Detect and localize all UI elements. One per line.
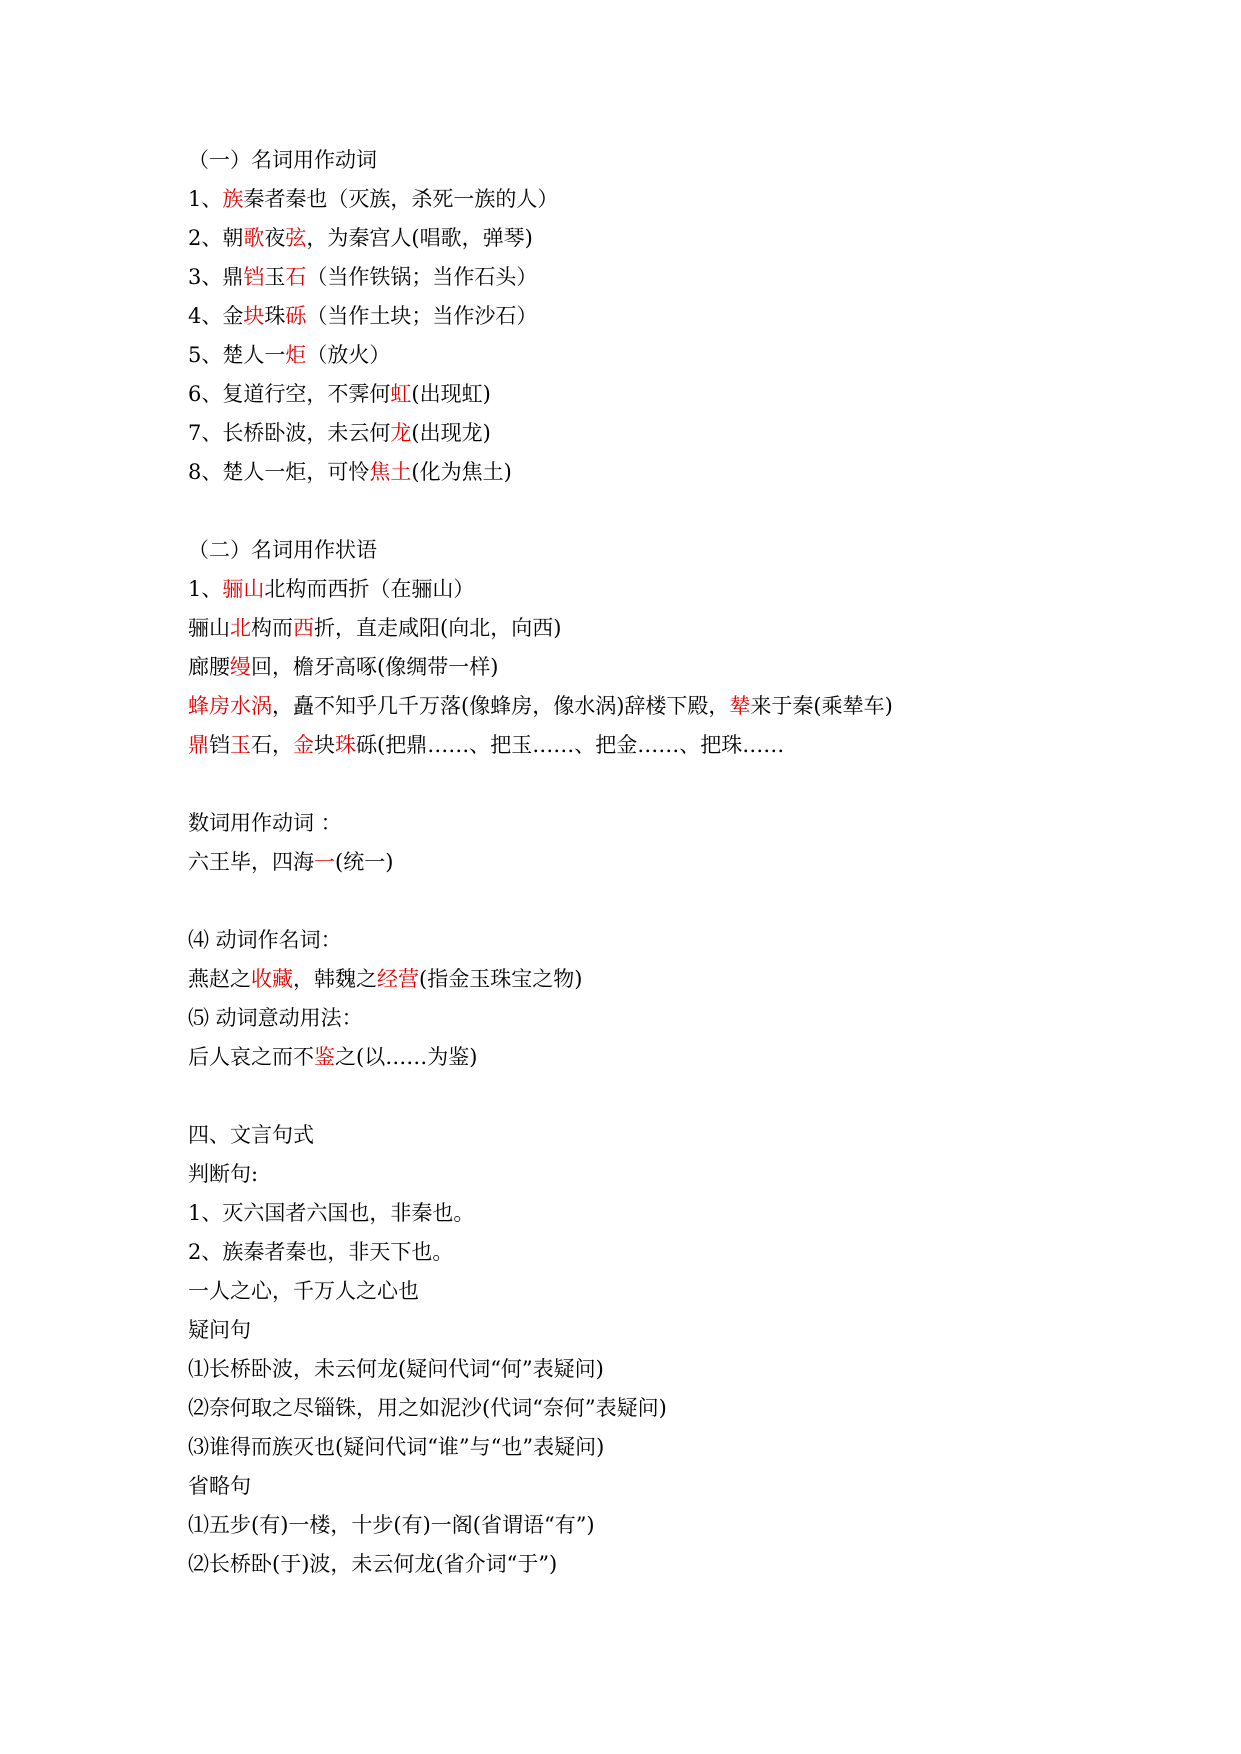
text-line: [188, 1432, 604, 1462]
highlighted-word: 一: [314, 850, 335, 874]
text-segment: (出现虹): [411, 382, 491, 406]
text-segment: 铛: [209, 733, 230, 757]
highlighted-word: 缦: [230, 655, 251, 679]
highlighted-word: 虹: [390, 382, 412, 406]
text-line: [188, 1159, 258, 1189]
text-segment: ⑴长桥卧波，未云何龙(疑问代词“何”表疑问): [188, 1357, 604, 1381]
highlighted-word: 歌: [243, 226, 265, 250]
text-segment: ⑴五步(有)一楼，十步(有)一阁(省谓语“有”): [188, 1513, 595, 1537]
text-segment: 玉: [264, 265, 286, 289]
text-line: [188, 1393, 667, 1423]
text-segment: 1、: [188, 577, 223, 601]
highlighted-word: 骊山: [222, 577, 265, 601]
text-line: [188, 1315, 251, 1345]
highlighted-word: 砾: [285, 304, 307, 328]
text-line: [188, 847, 393, 877]
text-line: [188, 535, 377, 565]
text-line: [188, 613, 561, 643]
text-segment: ，韩魏之: [293, 967, 377, 991]
text-segment: 1、灭六国者六国也，非秦也。: [188, 1201, 475, 1225]
text-segment: 8、楚人一炬，可怜: [188, 460, 370, 484]
highlighted-word: 鼎: [188, 733, 209, 757]
text-line: [188, 1276, 419, 1306]
text-line: [188, 184, 558, 214]
text-segment: (出现龙): [411, 421, 491, 445]
text-line: [188, 379, 491, 409]
highlighted-word: 焦土: [369, 460, 412, 484]
text-line: [188, 691, 893, 721]
text-segment: 3、鼎: [188, 265, 244, 289]
text-segment: 夜: [264, 226, 286, 250]
highlighted-word: 龙: [390, 421, 412, 445]
text-segment: （当作铁锅；当作石头）: [306, 265, 538, 289]
text-segment: 之(以……为鉴): [335, 1045, 478, 1069]
text-line: [188, 340, 390, 370]
text-segment: 省略句: [188, 1474, 251, 1498]
text-segment: 7、长桥卧波，未云何: [188, 421, 391, 445]
highlighted-word: 蜂房水涡: [188, 694, 272, 718]
highlighted-word: 北: [230, 616, 251, 640]
text-segment: 北构而西折（在骊山）: [264, 577, 475, 601]
text-line: [188, 808, 342, 838]
text-line: [188, 1354, 604, 1384]
text-segment: 骊山: [188, 616, 230, 640]
text-segment: ⑷ 动词作名词：: [188, 928, 342, 952]
text-segment: 构而: [251, 616, 293, 640]
text-segment: 石，: [251, 733, 293, 757]
highlighted-word: 铛: [243, 265, 265, 289]
text-line: [188, 301, 537, 331]
text-segment: 数词用作动词 ：: [188, 811, 342, 835]
text-segment: 2、族秦者秦也，非天下也。: [188, 1240, 454, 1264]
text-segment: ⑵奈何取之尽锱铢，用之如泥沙(代词“奈何”表疑问): [188, 1396, 667, 1420]
text-segment: ，矗不知乎几千万落(像蜂房，像水涡)辞楼下殿，: [272, 694, 730, 718]
text-segment: 块: [314, 733, 335, 757]
text-line: [188, 652, 498, 682]
text-line: [188, 964, 582, 994]
text-line: [188, 574, 474, 604]
text-line: [188, 418, 491, 448]
text-line: [188, 1549, 557, 1579]
highlighted-word: 弦: [285, 226, 307, 250]
highlighted-word: 玉: [230, 733, 251, 757]
text-line: [188, 925, 342, 955]
text-segment: (化为焦土): [411, 460, 512, 484]
text-segment: ⑶谁得而族灭也(疑问代词“谁”与“也”表疑问): [188, 1435, 605, 1459]
text-segment: 砾(把鼎……、把玉……、把金……、把珠……: [356, 733, 785, 757]
text-line: [188, 1120, 314, 1150]
highlighted-word: 金: [293, 733, 314, 757]
text-line: [188, 1510, 595, 1540]
text-segment: (统一): [335, 850, 394, 874]
text-line: [188, 223, 533, 253]
text-segment: ，为秦宫人(唱歌，弹琴): [306, 226, 533, 250]
text-line: [188, 730, 784, 760]
text-segment: 2、朝: [188, 226, 244, 250]
text-line: [188, 145, 377, 175]
text-line: [188, 457, 512, 487]
text-segment: 一人之心，千万人之心也: [188, 1279, 419, 1303]
text-segment: 后人哀之而不: [188, 1045, 314, 1069]
text-segment: 四、文言句式: [188, 1123, 314, 1147]
text-line: [188, 1471, 251, 1501]
text-segment: 燕赵之: [188, 967, 251, 991]
text-segment: 疑问句: [188, 1318, 251, 1342]
highlighted-word: 鉴: [314, 1045, 335, 1069]
text-segment: 判断句:: [188, 1162, 259, 1186]
text-segment: (指金玉珠宝之物): [419, 967, 583, 991]
highlighted-word: 收藏: [251, 967, 293, 991]
highlighted-word: 石: [285, 265, 307, 289]
text-segment: （放火）: [306, 343, 391, 367]
text-line: [188, 1042, 477, 1072]
text-segment: ⑸ 动词意动用法：: [188, 1006, 363, 1030]
text-segment: 来于秦(乘辇车): [750, 694, 893, 718]
text-segment: 4、金: [188, 304, 244, 328]
text-segment: （当作土块；当作沙石）: [306, 304, 538, 328]
text-segment: （一）名词用作动词: [188, 148, 377, 172]
text-line: [188, 1198, 474, 1228]
text-segment: 回，檐牙高啄(像绸带一样): [251, 655, 499, 679]
text-segment: 1、: [188, 187, 223, 211]
highlighted-word: 珠: [335, 733, 356, 757]
highlighted-word: 族: [222, 187, 244, 211]
text-segment: 折，直走咸阳(向北，向西): [314, 616, 562, 640]
text-segment: 珠: [264, 304, 286, 328]
text-segment: 5、楚人一: [188, 343, 286, 367]
text-segment: 秦者秦也（灭族，杀死一族的人）: [243, 187, 559, 211]
highlighted-word: 辇: [729, 694, 751, 718]
highlighted-word: 块: [243, 304, 265, 328]
text-line: [188, 262, 537, 292]
highlighted-word: 西: [293, 616, 314, 640]
highlighted-word: 炬: [285, 343, 307, 367]
text-segment: 廊腰: [188, 655, 230, 679]
text-segment: 6、复道行空，不霁何: [188, 382, 391, 406]
highlighted-word: 经营: [377, 967, 419, 991]
text-segment: ⑵长桥卧(于)波，未云何龙(省介词“于”): [188, 1552, 558, 1576]
text-segment: （二）名词用作状语: [188, 538, 377, 562]
text-line: [188, 1237, 453, 1267]
text-segment: 六王毕，四海: [188, 850, 314, 874]
text-line: [188, 1003, 363, 1033]
